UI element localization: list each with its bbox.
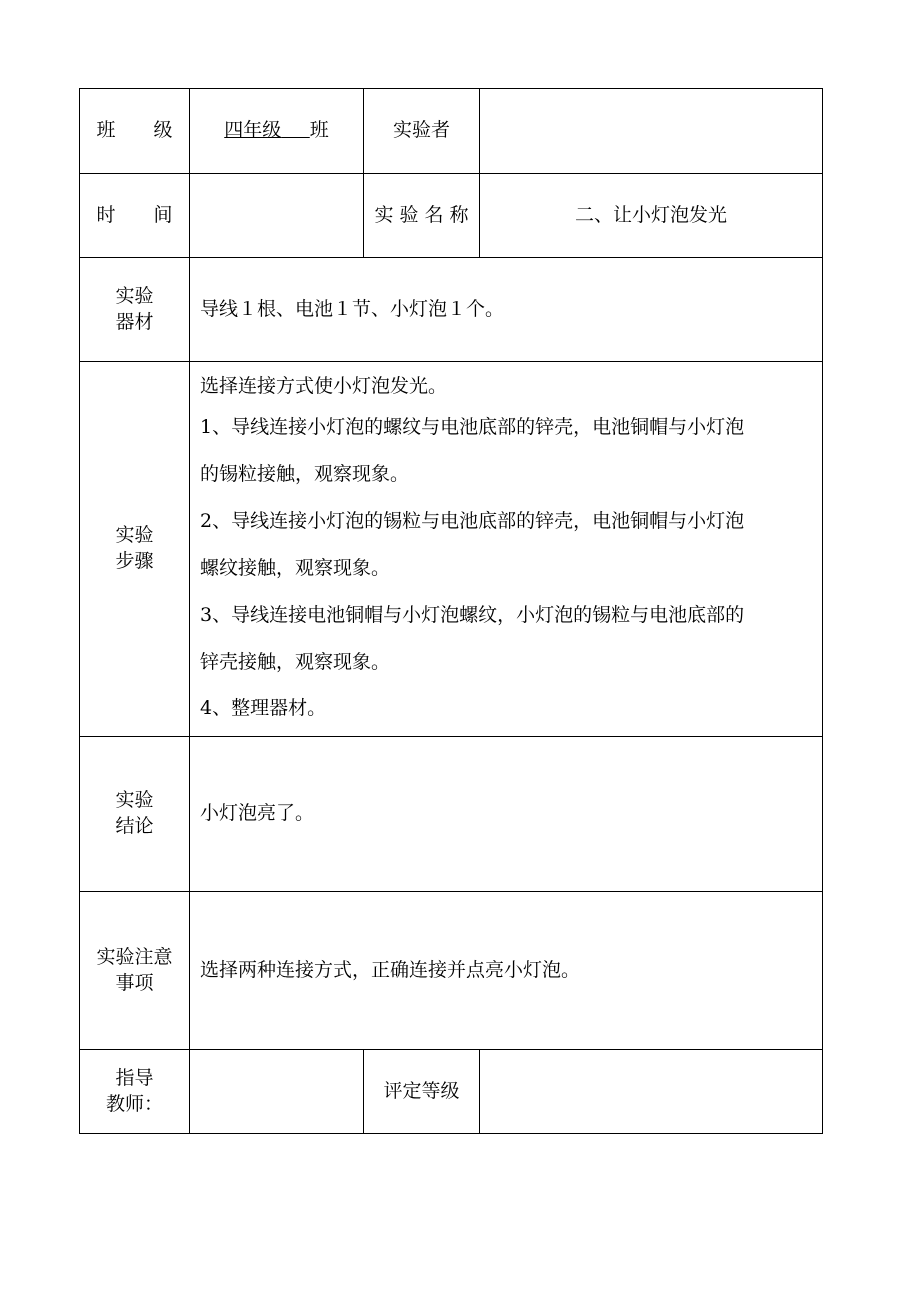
- notes-text: 选择两种连接方式，正确连接并点亮小灯泡。: [190, 892, 823, 1050]
- steps-line: 的锡粒接触，观察现象。: [200, 463, 410, 485]
- experiment-name-label: 实 验 名 称: [364, 174, 480, 258]
- teacher-label: 指导 教师：: [80, 1050, 190, 1134]
- teacher-value: [190, 1050, 364, 1134]
- conclusion-text: 小灯泡亮了。: [190, 737, 823, 892]
- row-steps: [80, 362, 823, 737]
- grade-label: 评定等级: [364, 1050, 480, 1134]
- class-value: [190, 89, 364, 174]
- steps-line: 1、导线连接小灯泡的螺纹与电池底部的锌壳，电池铜帽与小灯泡: [200, 416, 745, 438]
- steps-text: [190, 362, 823, 737]
- row-notes: [80, 892, 823, 1050]
- experiment-name-value: 二、让小灯泡发光: [480, 174, 823, 258]
- steps-line: 3、导线连接电池铜帽与小灯泡螺纹，小灯泡的锡粒与电池底部的: [200, 604, 745, 626]
- row-footer: [80, 1050, 823, 1134]
- class-label: 班 级: [80, 89, 190, 174]
- time-label: 时 间: [80, 174, 190, 258]
- experiment-record-table: [79, 88, 823, 1134]
- experimenter-label: 实验者: [364, 89, 480, 174]
- conclusion-label: 实验 结论: [80, 737, 190, 892]
- materials-label: 实验 器材: [80, 258, 190, 362]
- row-class: [80, 89, 823, 174]
- grade-value: 四年级: [224, 119, 282, 142]
- steps-line: 2、导线连接小灯泡的锡粒与电池底部的锌壳，电池铜帽与小灯泡: [200, 510, 745, 532]
- row-materials: [80, 258, 823, 362]
- steps-line: 选择连接方式使小灯泡发光。: [200, 375, 448, 397]
- materials-text: 导线１根、电池１节、小灯泡１个。: [190, 258, 823, 362]
- experimenter-value: [480, 89, 823, 174]
- steps-line: 螺纹接触，观察现象。: [200, 557, 391, 579]
- class-suffix: 班: [309, 119, 329, 142]
- steps-label: 实验 步骤: [80, 362, 190, 737]
- time-value: [190, 174, 364, 258]
- grade-value: [480, 1050, 823, 1134]
- row-conclusion: [80, 737, 823, 892]
- row-time: [80, 174, 823, 258]
- notes-label: 实验注意 事项: [80, 892, 190, 1050]
- steps-line: 锌壳接触，观察现象。: [200, 651, 391, 673]
- steps-line: 4、整理器材。: [200, 697, 327, 719]
